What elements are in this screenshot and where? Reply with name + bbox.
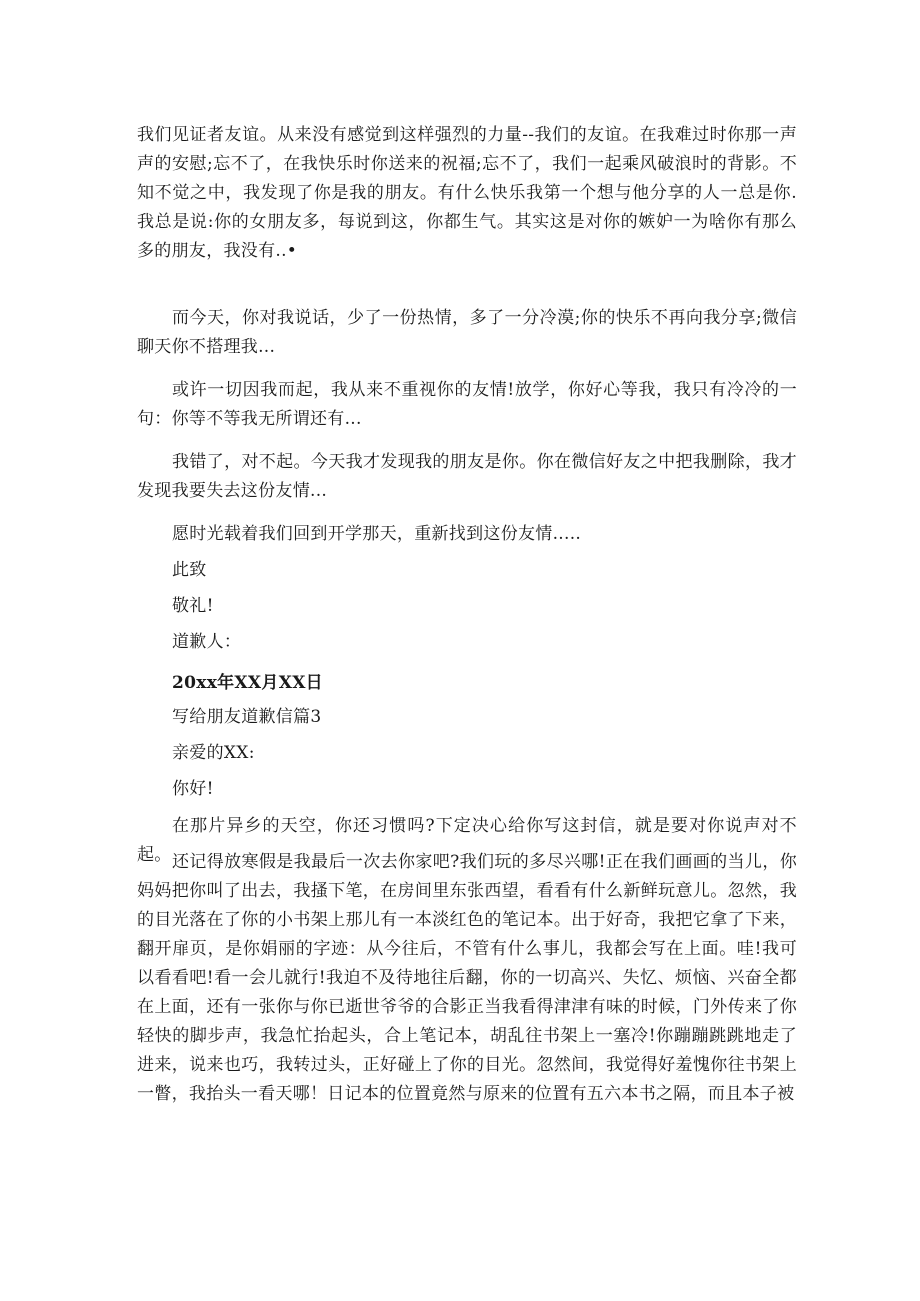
closing-respect [137,592,797,621]
hello-text: 你好! [172,779,214,799]
signature-text: 道歉人： [172,632,242,652]
paragraph-text: 而今天，你对我说话，少了一份热情，多了一分冷漠;你的快乐不再向我分享;微信聊天你不搭理我... [137,308,797,357]
section-heading [137,703,797,732]
paragraph-text: 我错了，对不起。今天我才发现我的朋友是你。你在微信好友之中把我删除，我才发现我要失去这份友情... [137,452,797,501]
paragraph-wish [137,520,797,549]
closing-text: 此致 [172,560,207,580]
paragraph-text: 愿时光载着我们回到开学那天，重新找到这份友情..... [172,524,582,544]
letter-date [137,669,797,698]
paragraph-text: 在那片异乡的天空，你还习惯吗?下定决心给你写这封信，就是要对你说声对不起。 [137,816,797,865]
paragraph-sorry [137,448,797,506]
paragraph-maybe [137,376,797,434]
heading-text: 写给朋友道歉信篇3 [172,707,322,727]
paragraph-friendship [137,121,797,266]
date-text: 20xx年XX月XX日 [172,673,323,693]
greeting-text: 亲爱的XX: [172,743,255,763]
paragraph-today [137,304,797,362]
paragraph-text: 我们见证者友谊。从来没有感觉到这样强烈的力量--我们的友谊。在我难过时你那一声声的安慰;忘不了，在我快乐时你送来的祝福;忘不了，我们一起乘风破浪时的背影。不知不觉之中，我发现了你是我的朋友。有什么快乐我第一个想与他分享的人一总是你.我总是说:你的女朋友多，每说到这，你都生气。其实这是对你的嫉妒一为啥你有那么多的朋友，我没有..• [137,125,797,261]
signature-label [137,628,797,657]
paragraph-text: 还记得放寒假是我最后一次去你家吧?我们玩的多尽兴哪!正在我们画画的当儿，你妈妈把你叫了出去，我搔下笔，在房间里东张西望，看看有什么新鲜玩意儿。忽然，我的目光落在了你的小书架上那儿有一本淡红色的笔记本。出于好奇，我把它拿了下来，翻开扉页，是你娟丽的字迹：从今往后，不管有什么事儿，我都会写在上面。哇!我可以看看吧!看一会儿就行!我迫不及待地往后翻，你的一切高兴、失忆、烦恼、兴奋全都在上面，还有一张你与你已逝世爷爷的合影正当我看得津津有味的时候，门外传来了你轻快的脚步声，我急忙抬起头，合上笔记本，胡乱往书架上一塞冷!你蹦蹦跳跳地走了进来，说来也巧，我转过头，正好碰上了你的目光。忽然间，我觉得好羞愧你往书架上一瞥，我抬头一看天哪！日记本的位置竟然与原来的位置有五六本书之隔，而且本子被 [137,852,797,1104]
closing-salutation [137,556,797,585]
paragraph-text: 或许一切因我而起，我从来不重视你的友情!放学，你好心等我，我只有冷冷的一句：你等不等我无所谓还有... [137,380,797,429]
paragraph-memory [137,848,797,1109]
greeting [137,739,797,768]
hello [137,775,797,804]
closing-text: 敬礼! [172,596,214,616]
